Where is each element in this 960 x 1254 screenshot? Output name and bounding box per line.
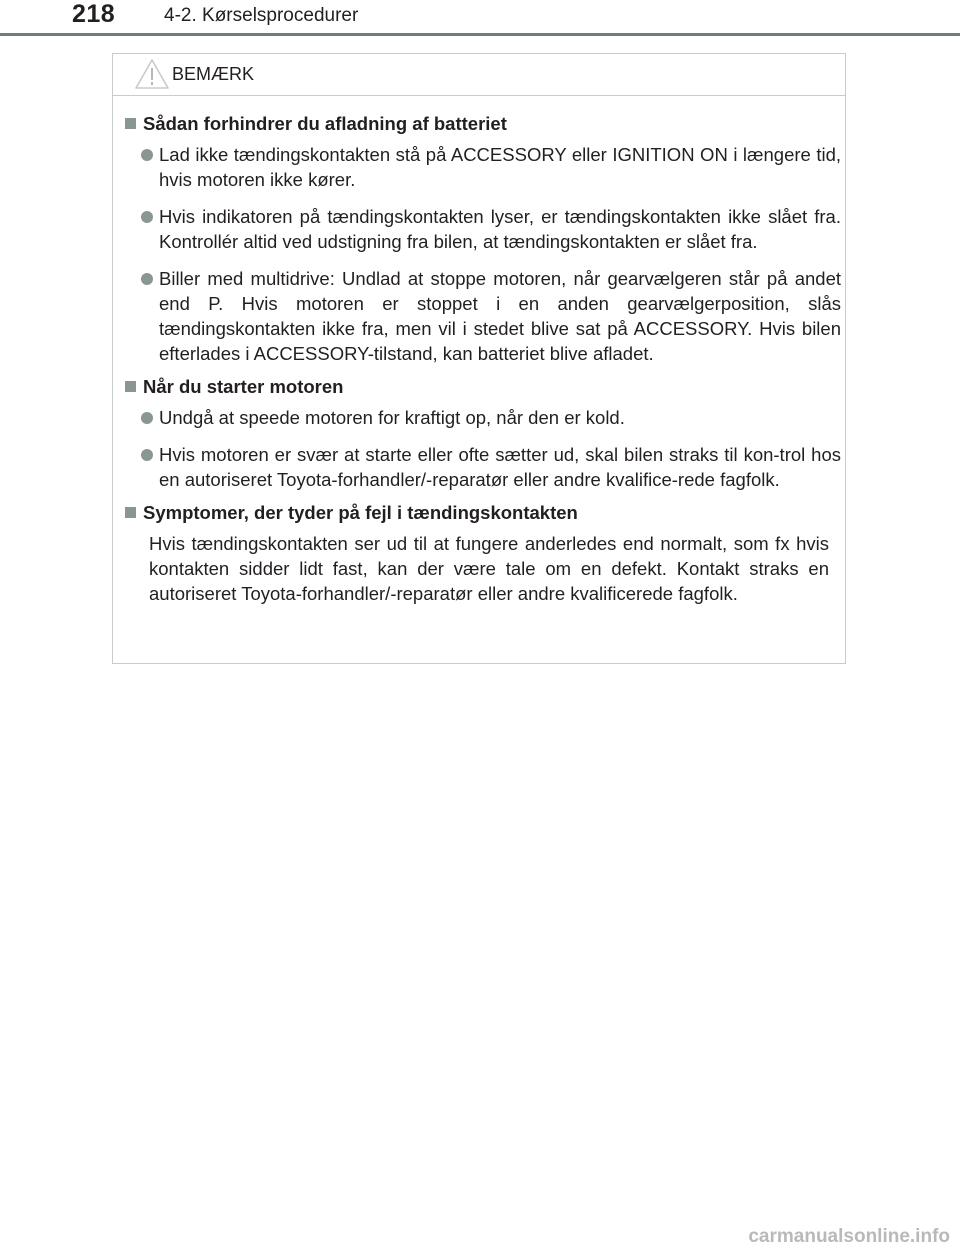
round-bullet-icon xyxy=(141,273,153,285)
bullet-item: Hvis motoren er svær at starte eller ofte sætter ud, skal bilen straks til kon-trol hos en autoriseret Toyota-forhandler/-reparatør eller andre kvalifice-rede fagfolk. xyxy=(123,442,841,492)
square-bullet-icon xyxy=(125,118,136,129)
notice-header xyxy=(113,54,845,96)
bullet-item: Hvis indikatoren på tændingskontakten lyser, er tændingskontakten ikke slået fra. Kontrollér altid ved udstigning fra bilen, at tændingskontakten er slået fra. xyxy=(123,204,841,254)
watermark: carmanualsonline.info xyxy=(748,1226,950,1247)
section-title: 4-2. Kørselsprocedurer xyxy=(164,5,359,26)
section-heading: Symptomer, der tyder på fejl i tændingskontakten xyxy=(123,499,841,526)
notice-box xyxy=(112,53,846,664)
round-bullet-icon xyxy=(141,412,153,424)
page-number: 218 xyxy=(72,0,116,28)
notice-content xyxy=(123,110,841,606)
warning-triangle-icon xyxy=(134,58,170,90)
bullet-item: Undgå at speede motoren for kraftigt op, når den er kold. xyxy=(123,405,841,430)
section-paragraph: Hvis tændingskontakten ser ud til at fungere anderledes end normalt, som fx hvis kontakten sidder lidt fast, kan der være tale om en defekt. Kontakt straks en autoriseret Toyota-forhandler/-reparatør eller andre kvalificerede fagfolk. xyxy=(149,533,829,604)
bullet-item: Lad ikke tændingskontakten stå på ACCESSORY eller IGNITION ON i længere tid, hvis motoren ikke kører. xyxy=(123,142,841,192)
square-bullet-icon xyxy=(125,381,136,392)
section-heading: Når du starter motoren xyxy=(123,373,841,400)
round-bullet-icon xyxy=(141,149,153,161)
section-heading: Sådan forhindrer du afladning af batteriet xyxy=(123,110,841,137)
round-bullet-icon xyxy=(141,211,153,223)
header-divider xyxy=(0,33,960,36)
square-bullet-icon xyxy=(125,507,136,518)
round-bullet-icon xyxy=(141,449,153,461)
notice-title: BEMÆRK xyxy=(172,64,255,84)
bullet-item: Biller med multidrive: Undlad at stoppe motoren, når gearvælgeren står på andet end P. Hvis motoren er stoppet i en anden gearvælgerposition, slås tændingskontakten ikke fra, men vil i stedet blive sat på ACCESSORY. Hvis bilen efterlades i ACCESSORY-tilstand, kan batteriet blive afladet. xyxy=(123,266,841,366)
